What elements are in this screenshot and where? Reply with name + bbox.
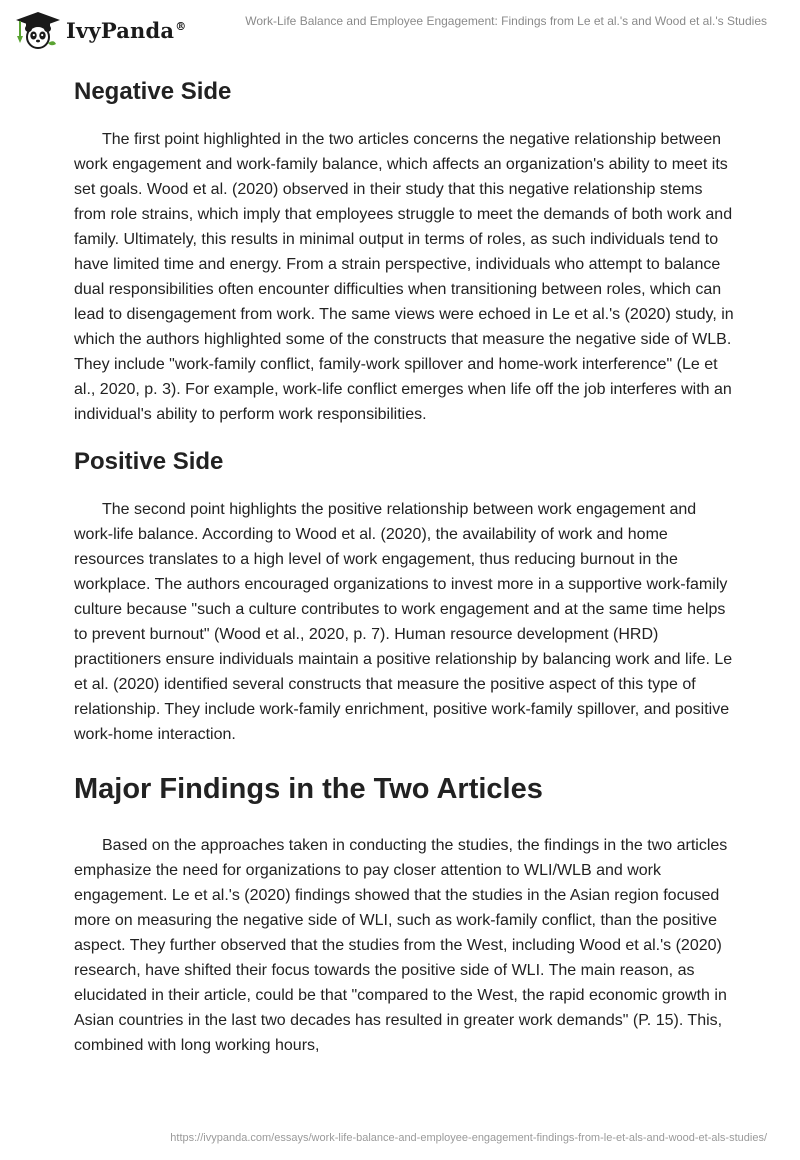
paragraph-major-findings: Based on the approaches taken in conducting the studies, the findings in the two articles emphasize the need for organizations to pay closer attention to WLI/WLB and work engagement. Le et al.'s (2020) findings showed that the studies in the Asian region focused more on measuring the negative side of WLI, such as work-family conflict, than the positive aspect. They further observed that the studies from the West, including Wood et al.'s (2020) research, have shifted their focus towards the positive side of WLI. The main reason, as elucidated in their article, could be that "compared to the West, the rapid economic growth in Asian countries in the last two decades has resulted in greater work demands" (P. 15). This, combined with long working hours,	[74, 837, 728, 1054]
essay-content	[74, 68, 734, 1058]
panda-graduation-cap-icon	[14, 10, 62, 50]
source-url[interactable]: https://ivypanda.com/essays/work-life-balance-and-employee-engagement-findings-from-le-et-als-and-wood-et-als-studies/	[170, 1132, 767, 1144]
section-heading-positive-side: Positive Side	[74, 448, 224, 475]
logo-wordmark	[66, 18, 186, 43]
paragraph-positive-side: The second point highlights the positive relationship between work engagement and work-life balance. According to Wood et al. (2020), the availability of work and home resources translates to a high level of work engagement, thus reducing burnout in the workplace. The authors encouraged organizations to invest more in a supportive work-family culture because "such a culture contributes to work engagement and at the same time helps to prevent burnout" (Wood et al., 2020, p. 7). Human resource development (HRD) practitioners ensure individuals maintain a positive relationship by balancing work and life. Le et al. (2020) identified several constructs that measure the positive aspect of this type of relationship. They include work-family enrichment, positive work-family spillover, and positive work-home interaction.	[74, 501, 733, 743]
logo-name: IvyPanda	[66, 17, 175, 43]
registered-mark: ®	[175, 19, 187, 33]
section-heading-negative-side: Negative Side	[74, 78, 232, 105]
ivypanda-logo[interactable]	[14, 8, 204, 52]
paragraph-negative-side: The first point highlighted in the two articles concerns the negative relationship between work engagement and work-family balance, which affects an organization's ability to meet its set goals. Wood et al. (2020) observed in their study that this negative relationship stems from role strains, which imply that employees struggle to meet the demands of both work and family. Ultimately, this results in minimal output in terms of roles, as such individuals tend to have limited time and energy. From a strain perspective, individuals who attempt to balance dual responsibilities often encounter difficulties when transitioning between roles, which can lead to disengagement from work. The same views were echoed in Le et al.'s (2020) study, in which the authors highlighted some of the constructs that measure the negative side of WLB. They include "work-family conflict, family-work spillover and home-work interference" (Le et al., 2020, p. 3). For example, work-life conflict emerges when life off the job interferes with an individual's ability to perform work responsibilities.	[74, 131, 734, 423]
page-header	[0, 0, 800, 56]
document-title: Work-Life Balance and Employee Engagement: Findings from Le et al.'s and Wood et al.'s Studies	[245, 14, 767, 28]
section-heading-major-findings: Major Findings in the Two Articles	[74, 773, 543, 805]
